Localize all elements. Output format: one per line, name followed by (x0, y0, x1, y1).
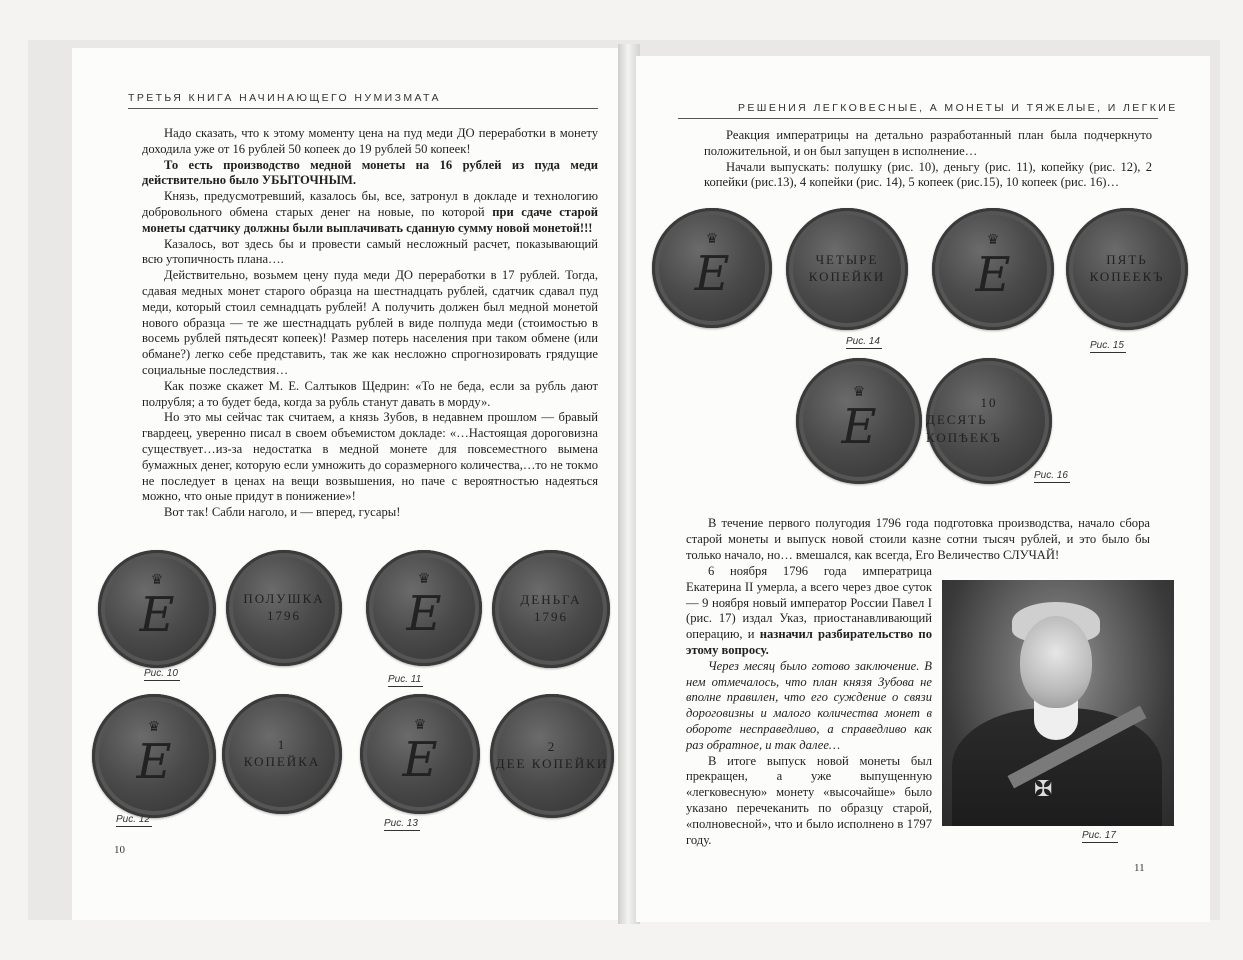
paragraph: Надо сказать, что к этому моменту цена на пуд меди ДО переработки в монету доходила уже от 16 рублей 50 копеек до 19 рублей 50 копеек! (142, 126, 598, 156)
paragraph (686, 564, 932, 659)
coin-2kopeiki-reverse (490, 694, 614, 818)
coin-year: 1796 (534, 609, 568, 624)
paragraph-part: 6 ноября 1796 года императрица Екатерина II умерла, а всего через двое суток — 9 ноября новый император России Павел I (рис. 17) издал Указ, приостанавливающий операцию, и (686, 564, 932, 642)
crown-icon: ♛ (705, 232, 719, 247)
crown-icon: ♛ (147, 720, 161, 735)
coin-denga-reverse (492, 550, 610, 668)
crown-icon: ♛ (150, 573, 164, 588)
coin-legend: КОПЕЙКА (243, 754, 321, 769)
crown-icon: ♛ (417, 572, 431, 587)
paragraph (142, 189, 598, 236)
page-number: 11 (1134, 862, 1145, 874)
coin-polushka-obverse (98, 550, 216, 668)
coin-legend: 2 (547, 739, 557, 754)
crown-icon: ♛ (986, 233, 1000, 248)
coin-2kopeiki-obverse (360, 694, 480, 814)
right-column-text (686, 564, 932, 848)
coin-legend: ДЕСЯТЬ КОПѢЕКЪ (926, 412, 1002, 445)
right-intro-text (704, 128, 1152, 191)
figure-caption: Рис. 10 (144, 668, 178, 679)
figure-caption: Рис. 14 (846, 336, 880, 347)
paragraph: Начали выпускать: полушку (рис. 10), деньгу (рис. 11), копейку (рис. 12), 2 копейки (рис.13), 4 копейки (рис. 14), 5 копеек (рис.15), 10 копеек (рис. 16)… (704, 159, 1152, 190)
right-header-rule (678, 118, 1158, 119)
coin-4kopeiki-obverse (652, 208, 772, 328)
paragraph: Но это мы сейчас так считаем, а князь Зубов, в недавнем прошлом — бравый гвардеец, уверенно писал в своем объемистом докладе: «…Настоящая дороговизна существует…из-за недостатка в медной монете для повсеместного вымена бумажных денег, которую если умножить до соразмерного количества,…то не токмо не последует в ценах на вещи возвышения, но паче с вероятностью надеяться можно, что оные придут в понижение»! (142, 410, 598, 504)
figure-caption: Рис. 12 (116, 814, 150, 825)
left-running-header: ТРЕТЬЯ КНИГА НАЧИНАЮЩЕГО НУМИЗМАТА (128, 92, 441, 104)
paragraph: Реакция императрицы на детально разработанный план была подчеркнуто положительной, и он был запущен в исполнение… (704, 128, 1152, 158)
monogram-icon: Е (139, 587, 175, 643)
monogram-icon: Е (975, 247, 1011, 303)
paragraph-part: Князь, предусмотревший, казалось бы, все, затронул в докладе и технологию добровольного обмена старых денег на новые, по которой (142, 189, 598, 219)
paragraph: В течение первого полугодия 1796 года подготовка производства, начало сбора старой монеты и выпуск новой стоили казне сотни тысяч рублей, и это было бы только начало, но… вмешался, как всегда, Его Величество СЛУЧАЙ! (686, 516, 1150, 562)
coin-kopeika-reverse (222, 694, 342, 814)
order-star-icon: ✠ (1034, 776, 1053, 801)
monogram-icon: Е (402, 732, 438, 788)
coin-5kopeek-obverse (932, 208, 1054, 330)
coin-kopeika-obverse (92, 694, 216, 818)
coin-year: 1796 (267, 608, 301, 623)
crown-icon: ♛ (413, 718, 427, 733)
coin-polushka-reverse (226, 550, 342, 666)
paragraph-bold-part: при сдаче старой монеты сдатчику должны были выплачивать сданную сумму новой монетой!!! (142, 204, 599, 235)
coin-legend: ПЯТЬ (1106, 252, 1148, 267)
paragraph-bold: То есть производство медной монеты на 16 рублей из пуда меди действительно было УБЫТОЧНЫМ. (142, 157, 598, 188)
coin-10kopeek-obverse (796, 358, 922, 484)
monogram-icon: Е (694, 246, 730, 302)
coin-legend: 1 (277, 737, 287, 752)
monogram-icon: Е (406, 586, 442, 642)
paragraph: Казалось, вот здесь бы и провести самый несложный расчет, показывающий всю утопичность плана…. (142, 236, 598, 267)
coin-denga-obverse (366, 550, 482, 666)
figure-caption: Рис. 16 (1034, 470, 1068, 481)
figure-caption: Рис. 17 (1082, 830, 1116, 841)
page-number: 10 (114, 844, 125, 856)
paragraph: Действительно, возьмем цену пуда меди ДО переработки в 17 рублей. Тогда, сдавая медных монет старого образца на шестнадцать рублей, сдатчик сдавал пуд меди, который стоил семнадцать рублей! А получить должен был медной монетой нового образца — те же шестнадцать рублей в виде полпуда меди (стоимостью в восемь рублей пятьдесят копеек)! Размер потерь населения при таком обмене (или обмане?) легко себе представить, так же как несложно спрогнозировать грядущие социальные последствия… (142, 268, 598, 377)
coin-legend: ПОЛУШКА (243, 591, 325, 606)
coin-legend: ДЕНЬГА (520, 592, 582, 607)
coin-legend: КОПЕЙКИ (808, 269, 886, 284)
coin-legend: КОПЕЕКЪ (1089, 269, 1165, 284)
coin-legend: 10 (980, 395, 998, 410)
portrait-face (1020, 616, 1092, 708)
monogram-icon: Е (841, 399, 877, 455)
coin-10kopeek-reverse (926, 358, 1052, 484)
paragraph-italic: Через месяц было готово заключение. В нем отмечалось, что план князя Зубова не вполне правилен, что его суждение о связи дороговизны и малого количества монет в обороте несправедливо, а справедливо как раз обратное, и так далее… (686, 658, 932, 752)
crown-icon: ♛ (852, 385, 866, 400)
left-header-rule (128, 108, 598, 109)
figure-caption: Рис. 11 (388, 674, 422, 685)
figure-caption: Рис. 15 (1090, 340, 1124, 351)
paragraph-bold-part: назначил разбирательство по этому вопросу. (686, 627, 932, 657)
coin-4kopeiki-reverse (786, 208, 908, 330)
paragraph: Как позже скажет М. Е. Салтыков Щедрин: «То не беда, если за рубль дают полрубля; а то будет беда, когда за рубль станут давать в морду». (142, 378, 598, 409)
right-running-header: РЕШЕНИЯ ЛЕГКОВЕСНЫЕ, А МОНЕТЫ И ТЯЖЕЛЫЕ, И ЛЕГКИЕ (738, 102, 1178, 114)
monogram-icon: Е (136, 734, 172, 790)
paragraph: Вот так! Сабли наголо, и — вперед, гусары! (164, 505, 401, 520)
left-page (72, 48, 620, 920)
coin-legend: ЧЕТЫРЕ (815, 252, 879, 267)
right-body-text (686, 516, 1150, 563)
left-body-text (142, 126, 598, 521)
coin-5kopeek-reverse (1066, 208, 1188, 330)
paragraph: В итоге выпуск новой монеты был прекращен, а уже выпущенную «легковесную» монету «высочайше» было указано перечеканить по образцу старой, «полновесной», что и было исполнено в 1797 году. (686, 753, 932, 847)
coin-legend: ДЕЕ КОПЕЙКИ (495, 756, 609, 771)
portrait-paul-i (942, 580, 1174, 826)
right-page (636, 56, 1210, 922)
figure-caption: Рис. 13 (384, 818, 418, 829)
